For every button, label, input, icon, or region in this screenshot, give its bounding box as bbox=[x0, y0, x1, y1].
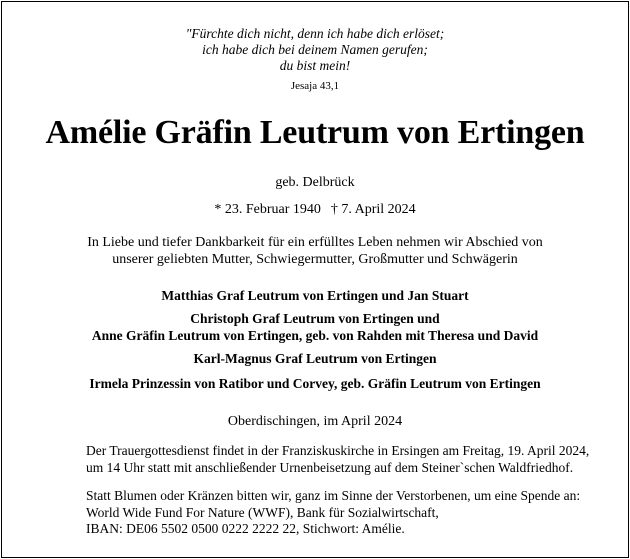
donation-info bbox=[86, 488, 580, 538]
donation-line: IBAN: DE06 5502 0500 0222 2222 22, Stichwort: Amélie. bbox=[86, 521, 405, 536]
life-dates bbox=[0, 201, 630, 218]
service-line: um 14 Uhr statt mit anschließender Urnenbeisetzung auf dem Steiner`schen Waldfriedhof. bbox=[86, 459, 574, 475]
deceased-name: Amélie Gräfin Leutrum von Ertingen bbox=[45, 114, 585, 151]
donation-line: Statt Blumen oder Kränzen bitten wir, ganz im Sinne der Verstorbenen, um eine Spende an: bbox=[86, 488, 581, 503]
mourner-line: Christoph Graf Leutrum von Ertingen und bbox=[190, 311, 440, 326]
verse-line: du bist mein! bbox=[279, 58, 351, 73]
service-info bbox=[86, 443, 589, 476]
donation-line: World Wide Fund For Nature (WWF), Bank für Sozialwirtschaft, bbox=[86, 504, 439, 520]
mourner-line: Irmela Prinzessin von Ratibor und Corvey, geb. Gräfin Leutrum von Ertingen bbox=[89, 376, 541, 391]
verse-line: "Fürchte dich nicht, denn ich habe dich erlöset; bbox=[185, 26, 445, 41]
verse-reference: Jesaja 43,1 bbox=[290, 80, 340, 92]
farewell-text bbox=[0, 234, 630, 268]
birth-date: * 23. Februar 1940 bbox=[214, 202, 321, 217]
service-line: Der Trauergottesdienst findet in der Franziskuskirche in Ersingen am Freitag, 19. April 2024, bbox=[86, 443, 590, 458]
mourner-line: Matthias Graf Leutrum von Ertingen und Jan Stuart bbox=[161, 288, 469, 303]
farewell-line: In Liebe und tiefer Dankbarkeit für ein erfülltes Leben nehmen wir Abschied von bbox=[87, 235, 543, 250]
mourner-line: Karl-Magnus Graf Leutrum von Ertingen bbox=[193, 351, 437, 366]
bible-verse bbox=[0, 26, 630, 74]
mourner-line: Anne Gräfin Leutrum von Ertingen, geb. von Rahden mit Theresa und David bbox=[91, 328, 539, 343]
farewell-line: unserer geliebten Mutter, Schwiegermutter, Großmutter und Schwägerin bbox=[112, 252, 518, 267]
verse-line: ich habe dich bei deinem Namen gerufen; bbox=[202, 42, 428, 57]
birth-name: geb. Delbrück bbox=[275, 175, 355, 190]
death-date: † 7. April 2024 bbox=[330, 202, 416, 217]
place-date: Oberdischingen, im April 2024 bbox=[227, 414, 403, 429]
